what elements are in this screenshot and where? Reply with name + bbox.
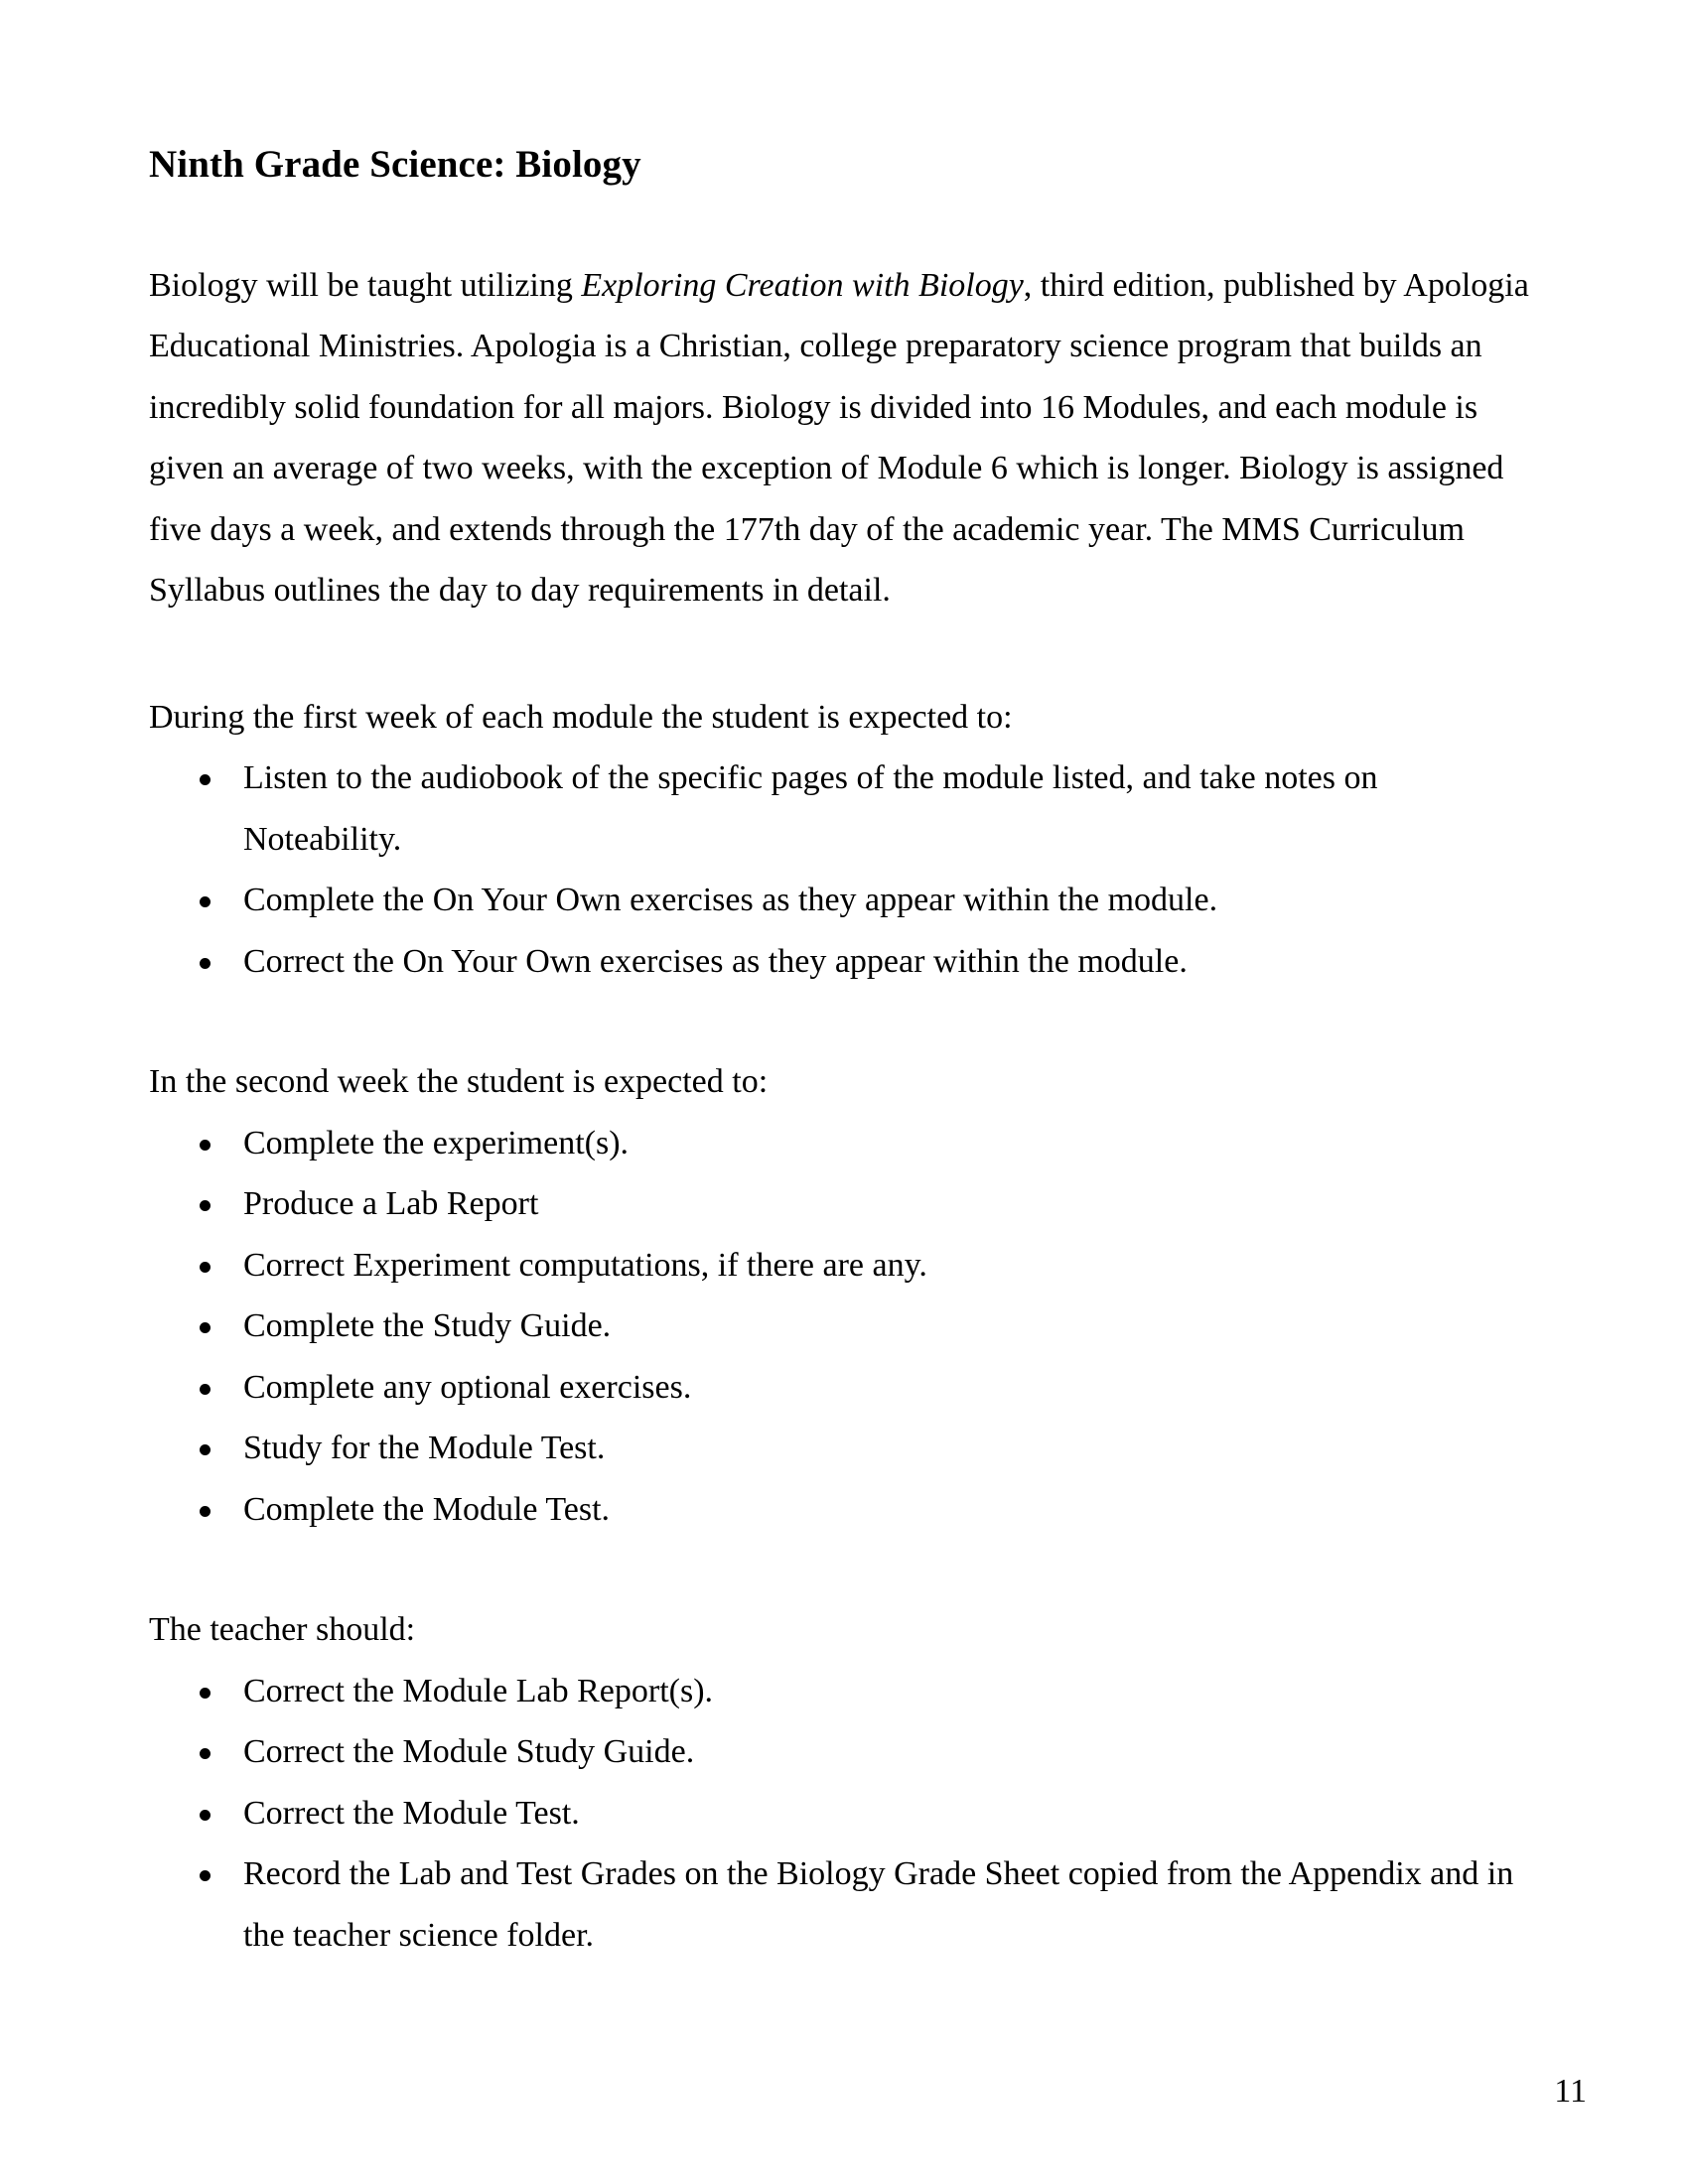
spacer [149,1540,1539,1599]
spacer [149,190,1539,255]
section-lead-in-second-week: In the second week the student is expected to: [149,1063,769,1101]
spacer [149,621,1539,687]
list-item: Complete any optional exercises. [149,1357,1539,1419]
list-item: Complete the experiment(s). [149,1113,1539,1174]
list-item: Correct Experiment computations, if there are any. [149,1235,1539,1297]
section-lead-in-teacher: The teacher should: [149,1611,416,1649]
intro-text-before-italic: Biology will be taught utilizing [149,266,582,304]
spacer [149,992,1539,1051]
list-item: Listen to the audiobook of the specific pages of the module listed, and take notes on Noteability. [149,748,1539,870]
bullet-list-teacher [149,1661,1539,1967]
list-item: Correct the Module Study Guide. [149,1721,1539,1783]
list-item: Correct the Module Test. [149,1783,1539,1844]
section-lead-in-first-week: During the first week of each module the student is expected to: [149,698,1013,736]
list-item: Correct the Module Lab Report(s). [149,1661,1539,1722]
list-item: Study for the Module Test. [149,1418,1539,1479]
list-item: Complete the Module Test. [149,1479,1539,1541]
list-item: Produce a Lab Report [149,1173,1539,1235]
list-item: Complete the On Your Own exercises as they appear within the module. [149,870,1539,931]
page-title: Ninth Grade Science: Biology [149,143,641,186]
list-item: Complete the Study Guide. [149,1296,1539,1357]
page-content [149,0,1539,1966]
bullet-list-second-week [149,1113,1539,1541]
bullet-list-first-week [149,748,1539,992]
list-item: Record the Lab and Test Grades on the Biology Grade Sheet copied from the Appendix and in the teacher science folder. [149,1843,1539,1966]
list-item: Correct the On Your Own exercises as they appear within the module. [149,931,1539,993]
book-title-italic: Exploring Creation with Biology [581,266,1024,304]
intro-paragraph [149,255,1539,621]
intro-text-after-italic: , third edition, published by Apologia Educational Ministries. Apologia is a Christian, college preparatory science program that builds an incredibly solid foundation for all majors. Biology is divided into 16 Modules, and each module is given an average of two weeks, with the exception of Module 6 which is longer. Biology is assigned five days a week, and extends through the 177th day of the academic year. The MMS Curriculum Syllabus outlines the day to day requirements in detail. [149,266,1529,610]
page-number: 11 [1554,2073,1587,2110]
